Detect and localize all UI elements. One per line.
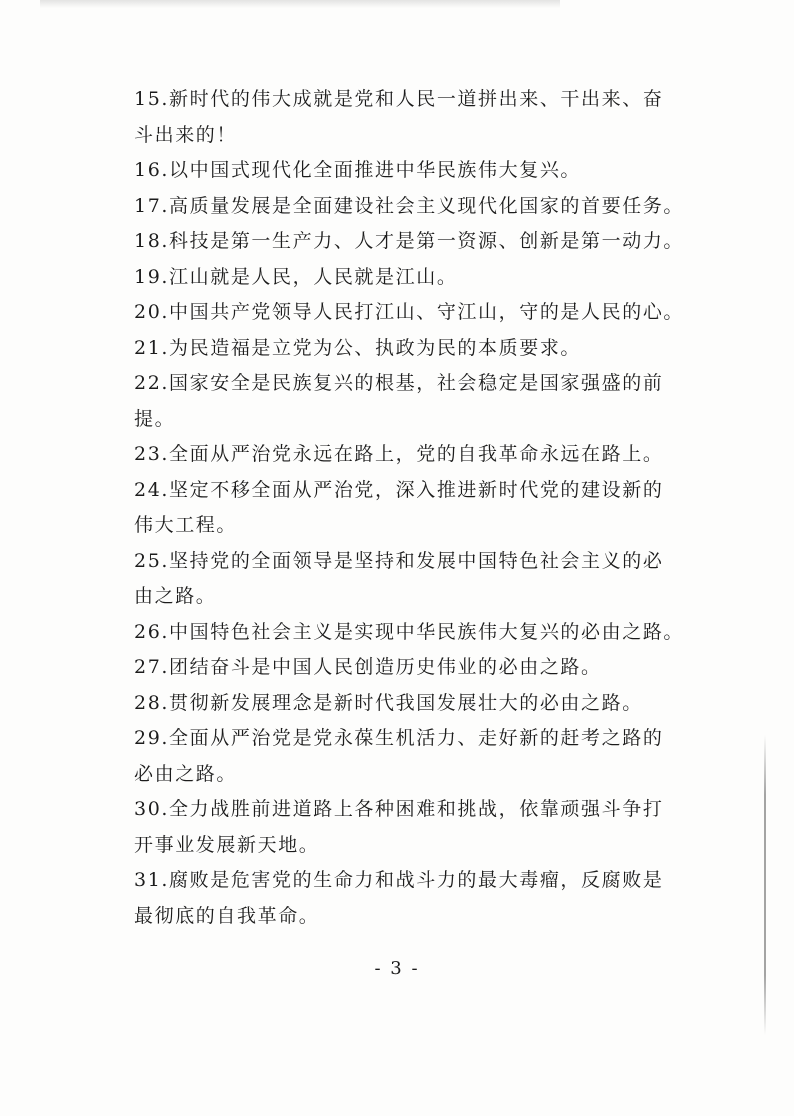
- text-line: 15.新时代的伟大成就是党和人民一道拼出来、干出来、奋: [134, 88, 664, 110]
- text-line: 22.国家安全是民族复兴的根基，社会稳定是国家强盛的前: [134, 372, 664, 394]
- text-line: 最彻底的自我革命。: [134, 904, 320, 927]
- text-line: 提。: [134, 407, 176, 430]
- text-line: 由之路。: [134, 585, 217, 607]
- text-line: 21.为民造福是立党为公、执政为民的本质要求。: [134, 336, 582, 359]
- text-line: 必由之路。: [134, 762, 238, 785]
- text-line: 27.团结奋斗是中国人民创造历史伟业的必由之路。: [134, 656, 602, 678]
- text-line: 31.腐败是危害党的生命力和战斗力的最大毒瘤，反腐败是: [134, 869, 664, 891]
- document-body: [134, 82, 685, 934]
- text-line: 25.坚持党的全面领导是坚持和发展中国特色社会主义的必: [134, 549, 664, 572]
- text-line: 18.科技是第一生产力、人才是第一资源、创新是第一动力。: [134, 230, 685, 252]
- text-line: 开事业发展新天地。: [134, 833, 320, 856]
- text-line: 伟大工程。: [134, 514, 238, 536]
- text-line: 斗出来的！: [134, 123, 238, 146]
- page-number: - 3 -: [374, 958, 420, 979]
- text-line: 17.高质量发展是全面建设社会主义现代化国家的首要任务。: [134, 194, 685, 217]
- text-line: 23.全面从严治党永远在路上，党的自我革命永远在路上。: [134, 443, 664, 465]
- text-line: 16.以中国式现代化全面推进中华民族伟大复兴。: [134, 159, 582, 181]
- scan-smudge: [40, 0, 560, 8]
- text-line: 20.中国共产党领导人民打江山、守江山，守的是人民的心。: [134, 301, 685, 323]
- text-line: 24.坚定不移全面从严治党，深入推进新时代党的建设新的: [134, 478, 664, 501]
- text-line: 29.全面从严治党是党永葆生机活力、走好新的赶考之路的: [134, 727, 664, 749]
- text-line: 30.全力战胜前进道路上各种困难和挑战，依靠顽强斗争打: [134, 798, 664, 820]
- scan-edge-line: [764, 735, 766, 1035]
- text-line: 19.江山就是人民，人民就是江山。: [134, 265, 458, 288]
- text-line: 26.中国特色社会主义是实现中华民族伟大复兴的必由之路。: [134, 620, 685, 643]
- text-line: 28.贯彻新发展理念是新时代我国发展壮大的必由之路。: [134, 691, 643, 714]
